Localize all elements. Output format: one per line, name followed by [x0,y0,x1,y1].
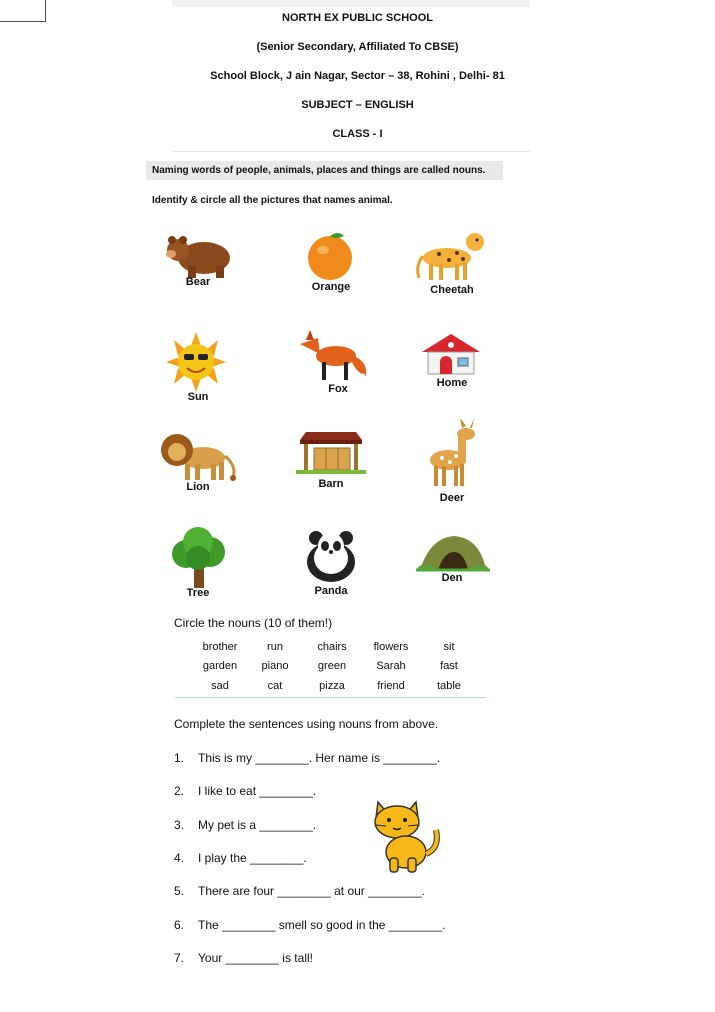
word-sad[interactable]: sad [211,680,229,692]
cheetah-picture[interactable] [413,228,491,284]
sentence-number: 2. [174,784,185,798]
word-sit[interactable]: sit [443,641,455,653]
word-garden[interactable]: garden [202,660,238,672]
label-bear: Bear [185,276,211,288]
word-green[interactable]: green [317,660,347,672]
sentence-number: 3. [174,818,185,832]
school-affiliation: (Senior Secondary, Affiliated To CBSE) [256,41,459,53]
label-tree: Tree [186,587,210,599]
label-sun: Sun [187,391,209,403]
sentence-7[interactable] [174,951,313,965]
home-picture[interactable] [420,332,482,376]
sentence-2[interactable] [174,784,316,798]
sentence-number: 1. [174,751,185,765]
top-strip [172,0,530,7]
barn-picture[interactable] [296,430,366,476]
label-fox: Fox [328,383,348,395]
word-flowers[interactable]: flowers [373,641,409,653]
school-name: NORTH EX PUBLIC SCHOOL [282,12,433,24]
word-friend[interactable]: friend [377,680,405,692]
label-panda: Panda [314,585,348,597]
label-orange: Orange [311,281,351,293]
label-home: Home [436,377,468,389]
bear-picture[interactable] [162,232,234,280]
sentence-3[interactable] [174,818,316,832]
word-table[interactable]: table [437,680,461,692]
deer-picture[interactable] [424,418,480,490]
lion-picture[interactable] [157,428,239,484]
panda-picture[interactable] [302,528,360,584]
sentence-5[interactable] [174,884,425,898]
sentence-text: This is my ________. Her name is ________. [198,751,441,765]
header-divider [172,151,530,152]
sentence-6[interactable] [174,918,446,932]
word-cat[interactable]: cat [267,680,283,692]
sentence-number: 5. [174,884,185,898]
word-grid-divider [175,697,486,698]
sun-picture[interactable] [160,332,232,392]
sentence-text: There are four ________ at our ________. [198,884,425,898]
sentence-text: I play the ________. [198,851,307,865]
den-picture[interactable] [416,534,490,572]
sentence-text: I like to eat ________. [198,784,317,798]
sentence-4[interactable] [174,851,307,865]
orange-picture[interactable] [305,230,355,282]
label-cheetah: Cheetah [430,284,474,296]
tree-picture[interactable] [168,526,230,590]
noun-definition: Naming words of people, animals, places and things are called nouns. [146,161,503,180]
subject-line: SUBJECT – ENGLISH [301,99,414,111]
word-pizza[interactable]: pizza [319,680,345,692]
sentence-number: 6. [174,918,185,932]
word-sarah[interactable]: Sarah [376,660,406,672]
label-barn: Barn [318,478,344,490]
label-deer: Deer [439,492,465,504]
sentence-text: My pet is a ________. [198,818,317,832]
word-run[interactable]: run [267,641,283,653]
picture-instruction: Identify & circle all the pictures that names animal. [152,195,393,206]
circle-nouns-title: Circle the nouns (10 of them!) [174,616,333,630]
school-address: School Block, J ain Nagar, Sector – 38, Rohini , Delhi- 81 [210,70,505,82]
class-line: CLASS - I [332,128,383,140]
word-fast[interactable]: fast [440,660,458,672]
word-brother[interactable]: brother [202,641,238,653]
word-chairs[interactable]: chairs [317,641,347,653]
fox-picture[interactable] [292,326,370,386]
sentence-text: The ________ smell so good in the ________. [198,918,446,932]
label-den: Den [441,572,463,584]
sentence-text: Your ________ is tall! [198,951,313,965]
word-piano[interactable]: piano [261,660,289,672]
sentence-number: 7. [174,951,185,965]
complete-sentences-title: Complete the sentences using nouns from above. [174,717,439,731]
label-lion: Lion [186,481,210,493]
sentence-number: 4. [174,851,185,865]
sentence-1[interactable] [174,751,440,765]
cat-picture [370,798,442,874]
